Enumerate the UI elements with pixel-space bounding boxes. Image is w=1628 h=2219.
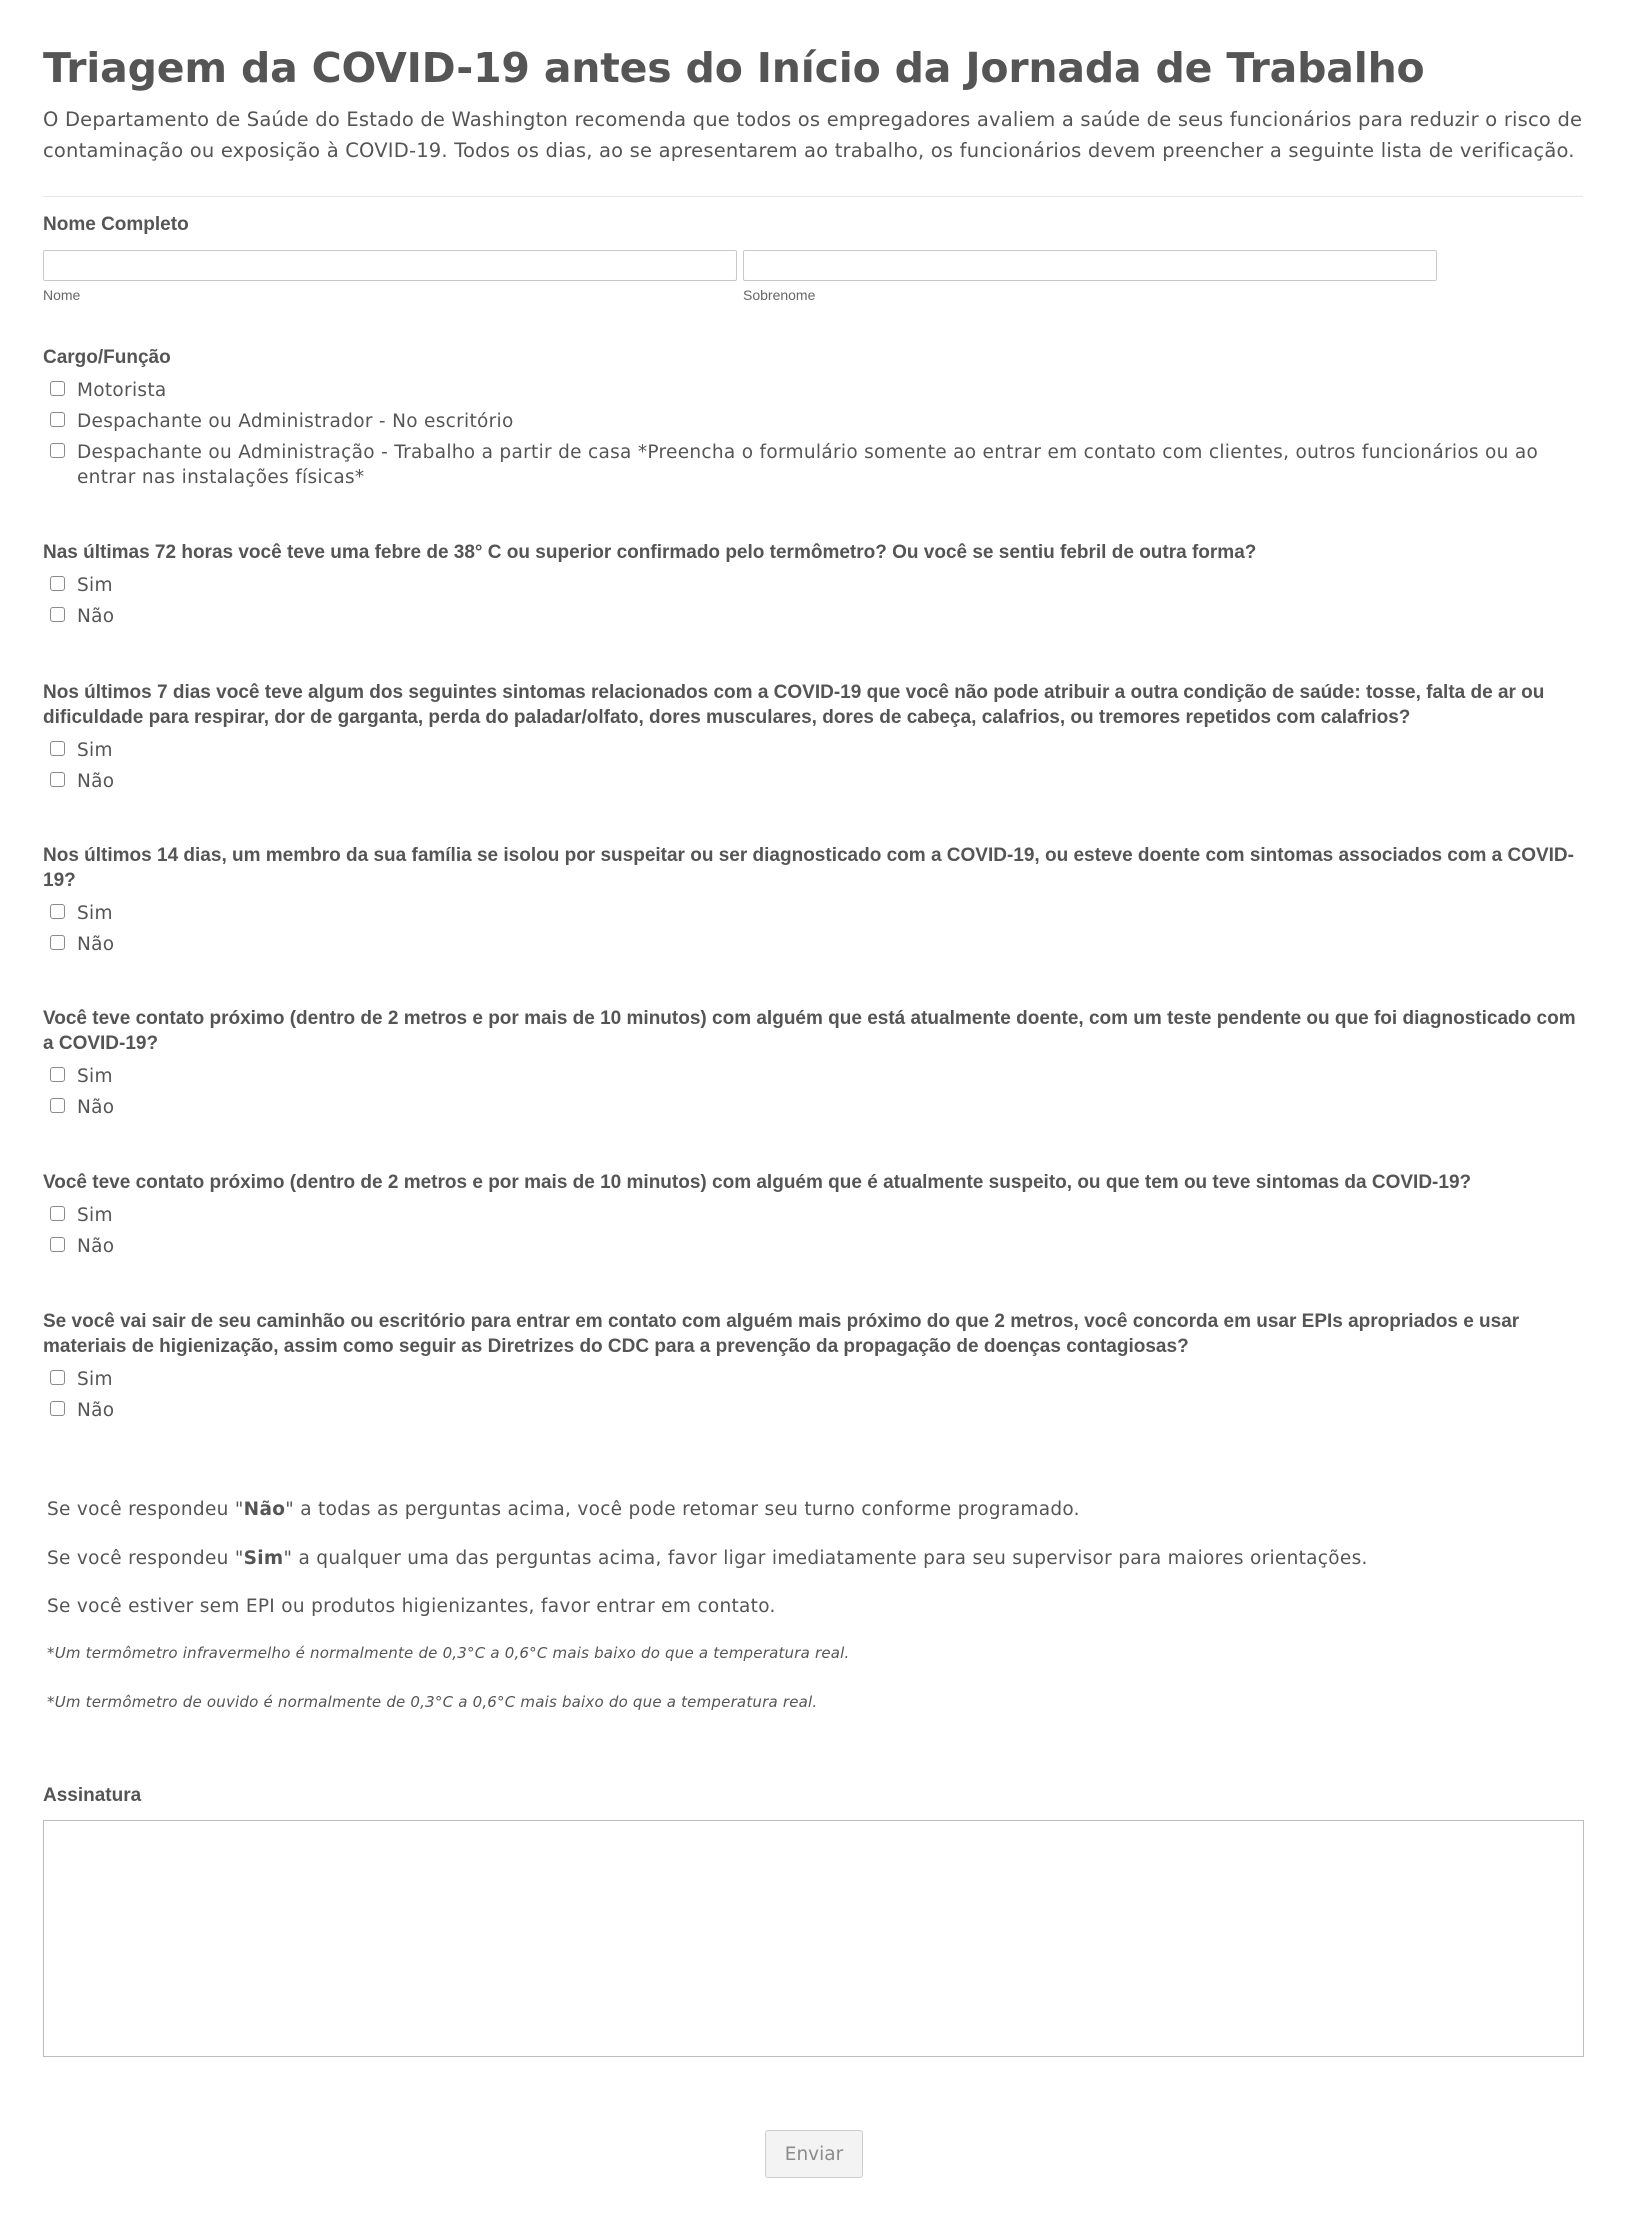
role-option-motorista[interactable] [43,378,1583,403]
checkbox[interactable] [50,576,65,591]
question-label: Você teve contato próximo (dentro de 2 metros e por mais de 10 minutos) com alguém que está atualmente doente, com um teste pendente ou que foi diagnosticado com a COVID-19? [43,1008,1576,1054]
option-label: Não [77,1400,115,1421]
checkbox[interactable] [50,1206,65,1221]
header-divider [43,196,1583,197]
note-text: *Um termômetro infravermelho é normalmente de 0,3°C a 0,6°C mais baixo do que a temperatura real. [47,1644,850,1662]
role-option-office[interactable] [43,409,1583,434]
option-nao[interactable] [43,1095,1583,1120]
full-name-label: Nome Completo [43,214,189,235]
option-label: Despachante ou Administrador - No escritório [77,411,514,432]
signature-label: Assinatura [43,1785,142,1806]
note-ear [47,1692,1577,1712]
note-infrared [47,1643,1577,1663]
info-text-2 [47,1546,1577,1571]
info-text: Se você respondeu " [47,1548,244,1569]
info-text: Se você respondeu " [47,1499,244,1520]
question-contact-sick [43,1006,1583,1126]
note-text: *Um termômetro de ouvido é normalmente de 0,3°C a 0,6°C mais baixo do que a temperatura real. [47,1693,818,1711]
option-label: Sim [77,740,113,761]
info-text: " a qualquer uma das perguntas acima, favor ligar imediatamente para seu supervisor para maiores orientações. [283,1548,1368,1569]
last-name-input[interactable] [743,250,1437,281]
option-sim[interactable] [43,1367,1583,1392]
info-text-3 [47,1594,1577,1619]
question-fever [43,540,1583,635]
checkbox[interactable] [50,412,65,427]
info-text: Se você estiver sem EPI ou produtos higienizantes, favor entrar em contato. [47,1596,776,1617]
question-label: Nos últimos 14 dias, um membro da sua família se isolou por suspeitar ou ser diagnosticado com a COVID-19, ou esteve doente com sintomas associados com a COVID-19? [43,845,1574,891]
checkbox[interactable] [50,1401,65,1416]
submit-area [0,2130,1628,2178]
option-sim[interactable] [43,1064,1583,1089]
info-bold: Não [243,1499,286,1520]
question-family [43,843,1583,963]
signature-pad[interactable] [43,1820,1584,2057]
option-nao[interactable] [43,1398,1583,1423]
checkbox[interactable] [50,935,65,950]
option-label: Sim [77,1066,113,1087]
option-nao[interactable] [43,1234,1583,1259]
form-header [43,0,1583,197]
question-label: Nos últimos 7 dias você teve algum dos seguintes sintomas relacionados com a COVID-19 que você não pode atribuir a outra condição de saúde: tosse, falta de ar ou dificuldade para respirar, dor de garganta, perda do paladar/olfato, dores musculares, dores de cabeça, calafrios, ou tremores repetidos com calafrios? [43,682,1545,728]
checkbox[interactable] [50,607,65,622]
info-text-1 [47,1497,1577,1522]
role-label: Cargo/Função [43,347,171,368]
option-label: Sim [77,1205,113,1226]
full-name-field [43,212,1583,304]
option-nao[interactable] [43,932,1583,957]
checkbox[interactable] [50,381,65,396]
option-sim[interactable] [43,901,1583,926]
option-sim[interactable] [43,573,1583,598]
checkbox[interactable] [50,1237,65,1252]
option-label: Não [77,934,115,955]
form-description: O Departamento de Saúde do Estado de Washington recomenda que todos os empregadores avaliem a saúde de seus funcionários para reduzir o risco de contaminação ou exposição à COVID-19. Todos os dias, ao se apresentarem ao trabalho, os funcionários devem preencher a seguinte lista de verificação. [43,108,1583,162]
question-label: Nas últimas 72 horas você teve uma febre de 38° C ou superior confirmado pelo termômetro? Ou você se sentiu febril de outra forma? [43,542,1257,563]
option-label: Sim [77,575,113,596]
info-bold: Sim [243,1548,284,1569]
option-label: Motorista [77,380,167,401]
option-sim[interactable] [43,1203,1583,1228]
checkbox[interactable] [50,1067,65,1082]
option-label: Não [77,1236,115,1257]
signature-field [43,1783,1583,2057]
option-sim[interactable] [43,738,1583,763]
last-name-sublabel: Sobrenome [743,287,816,303]
checkbox[interactable] [50,1098,65,1113]
role-field [43,345,1583,496]
option-label: Despachante ou Administração - Trabalho a partir de casa *Preencha o formulário somente ao entrar em contato com clientes, outros funcionários ou ao entrar nas instalações físicas* [77,442,1539,488]
submit-button[interactable]: Enviar [765,2130,863,2178]
first-name-input[interactable] [43,250,737,281]
question-contact-suspect [43,1170,1583,1265]
role-option-home[interactable] [43,440,1583,490]
form-title: Triagem da COVID-19 antes do Início da Jornada de Trabalho [43,44,1425,92]
option-nao[interactable] [43,604,1583,629]
question-label: Se você vai sair de seu caminhão ou escritório para entrar em contato com alguém mais próximo do que 2 metros, você concorda em usar EPIs apropriados e usar materiais de higienização, assim como seguir as Diretrizes do CDC para a prevenção da propagação de doenças contagiosas? [43,1311,1520,1357]
checkbox[interactable] [50,443,65,458]
checkbox[interactable] [50,772,65,787]
first-name-sublabel: Nome [43,287,81,303]
option-label: Não [77,1097,115,1118]
option-label: Sim [77,903,113,924]
info-text: " a todas as perguntas acima, você pode retomar seu turno conforme programado. [285,1499,1080,1520]
checkbox[interactable] [50,741,65,756]
option-nao[interactable] [43,769,1583,794]
option-label: Não [77,606,115,627]
question-label: Você teve contato próximo (dentro de 2 metros e por mais de 10 minutos) com alguém que é atualmente suspeito, ou que tem ou teve sintomas da COVID-19? [43,1172,1472,1193]
checkbox[interactable] [50,904,65,919]
option-label: Sim [77,1369,113,1390]
question-symptoms [43,680,1583,800]
question-ppe [43,1309,1583,1429]
checkbox[interactable] [50,1370,65,1385]
option-label: Não [77,771,115,792]
